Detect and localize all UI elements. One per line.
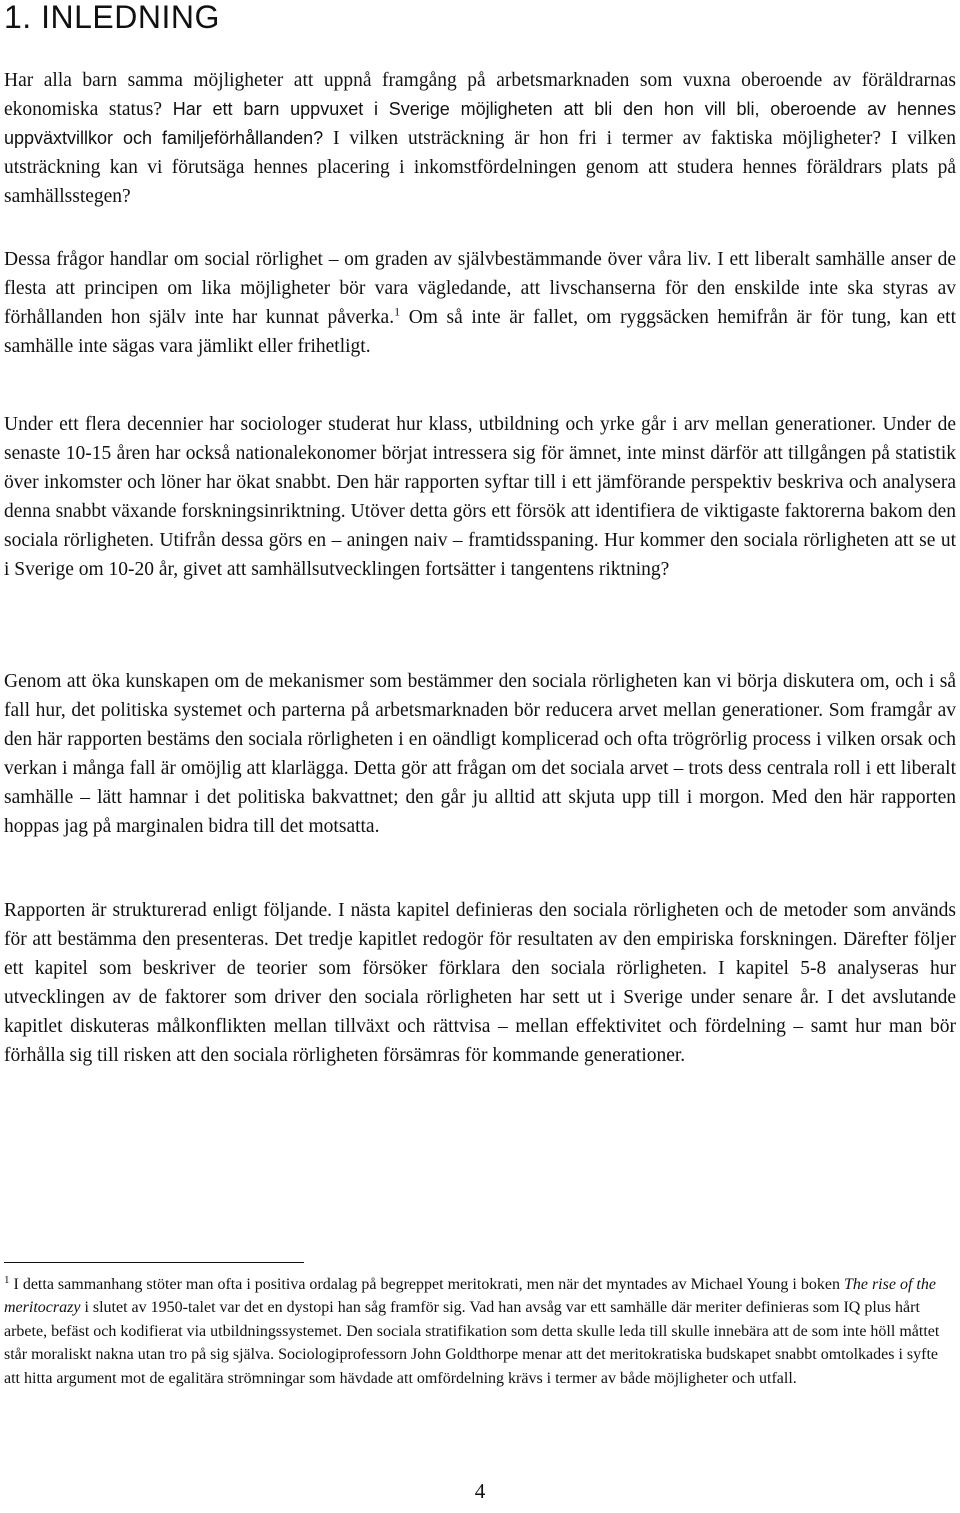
footnote-reference[interactable]: 1 <box>394 304 401 319</box>
footnote-text: I detta sammanhang stöter man ofta i positiva ordalag på begreppet meritokrati, men när det myntades av Michael Young i boken <box>13 1276 844 1293</box>
paragraph-report-structure: Rapporten är strukturerad enligt följande. I nästa kapitel definieras den sociala rörligheten och de metoder som används för att bestämma den presenteras. Det tredje kapitlet redogör för resultaten av den empiriska forskningen. Därefter följer ett kapitel som beskriver de teorier som försöker förklara den sociala rörligheten. I kapitel 5-8 analyseras hur utvecklingen av de faktorer som driver den sociala rörligheten har sett ut i Sverige under senare år. I det avslutande kapitlet diskuteras målkonflikten mellan tillväxt och rättvisa – mellan effektivitet och fördelning – samt hur man bör förhålla sig till risken att den sociala rörligheten försämras för kommande generationer. <box>4 900 956 1066</box>
paragraph-social-mobility <box>4 245 956 361</box>
intro-sentence-2: Har ett barn uppvuxet i Sverige möjligheten att bli den hon vill bli, oberoende av hennes uppväxtvillkor och familjeförhållanden? <box>4 99 956 148</box>
paragraph-research-background: Under ett flera decennier har sociologer studerat hur klass, utbildning och yrke går i arv mellan generationer. Under de senaste 10-15 åren har också nationalekonomer börjat intressera sig för ämnet, inte minst därför att tillgången på statistik över inkomster och löner har ökat snabbt. Den här rapporten syftar till i ett jämförande perspektiv beskriva och analysera denna snabbt växande forskningsinriktning. Utöver detta görs ett försök att identifiera de viktigaste faktorerna bakom den sociala rörligheten. Utifrån dessa görs en – aningen naiv – framtidsspaning. Hur kommer den sociala rörligheten att se ut i Sverige om 10-20 år, givet att samhällsutvecklingen fortsätter i tangentens riktning? <box>4 414 956 580</box>
footnote-book-title: The rise of the meritocrazy <box>4 1276 936 1317</box>
paragraph-text: Dessa frågor handlar om social rörlighet – om graden av självbestämmande över våra liv. I ett liberalt samhälle anser de flesta att principen om lika möjligheter bör vara vägledande, att livschanserna för den enskilde inte ska styras av förhållanden hon själv inte har kunnat påverka. <box>4 249 956 328</box>
footnote-text: i slutet av 1950-talet var det en dystopi han såg framför sig. Vad han avsåg var ett samhälle där meriter definieras som IQ plus hårt arbete, befäst och kodifierat via utbildningssystemet. Den sociala stratifikation som detta skulle leda till skulle innebära att de som inte höll måttet står moraliskt nakna utan tro på sig själva. Sociologiprofessorn John Goldthorpe menar att det meritokratiska budskapet snabbt omtolkades i syfte att hitta argument mot de egalitära strömningar som hävdade att omfördelning krävs i termer av både möjligheter och utfall. <box>4 1299 940 1387</box>
footnote <box>4 1273 944 1390</box>
footnote-number: 1 <box>4 1273 10 1286</box>
intro-sentence-1: Har alla barn samma möjligheter att uppnå framgång på arbetsmarknaden som vuxna oberoende av föräldrarnas ekonomiska status? <box>4 70 956 120</box>
footnote-separator <box>4 1262 304 1263</box>
chapter-heading: 1. INLEDNING <box>4 0 220 35</box>
paragraph-knowledge: Genom att öka kunskapen om de mekanismer som bestämmer den sociala rörligheten kan vi börja diskutera om, och i så fall hur, det politiska systemet och parterna på arbetsmarknaden bör reducera arvet mellan generationer. Som framgår av den här rapporten bestäms den sociala rörligheten i en oändligt komplicerad och ofta trögrörlig process i vilken orsak och verkan i många fall är omöjlig att klarlägga. Detta gör att frågan om det sociala arvet – trots dess centrala roll i ett liberalt samhälle – lätt hamnar i det politiska bakvattnet; den går ju alltid att skjuta upp till i morgon. Med den här rapporten hoppas jag på marginalen bidra till det motsatta. <box>4 671 956 837</box>
paragraph-text: Om så inte är fallet, om ryggsäcken hemifrån är för tung, kan ett samhälle inte sägas vara jämlikt eller frihetligt. <box>4 307 956 357</box>
intro-sentence-4: I vilken utsträckning kan vi förutsäga hennes placering i inkomstfördelningen genom att studera hennes föräldrars plats på samhällsstegen? <box>4 128 957 207</box>
page-number: 4 <box>474 1479 486 1503</box>
paragraph-intro-questions <box>4 66 956 211</box>
intro-sentence-3: I vilken utsträckning är hon fri i termer av faktiska möjligheter? <box>323 128 882 149</box>
